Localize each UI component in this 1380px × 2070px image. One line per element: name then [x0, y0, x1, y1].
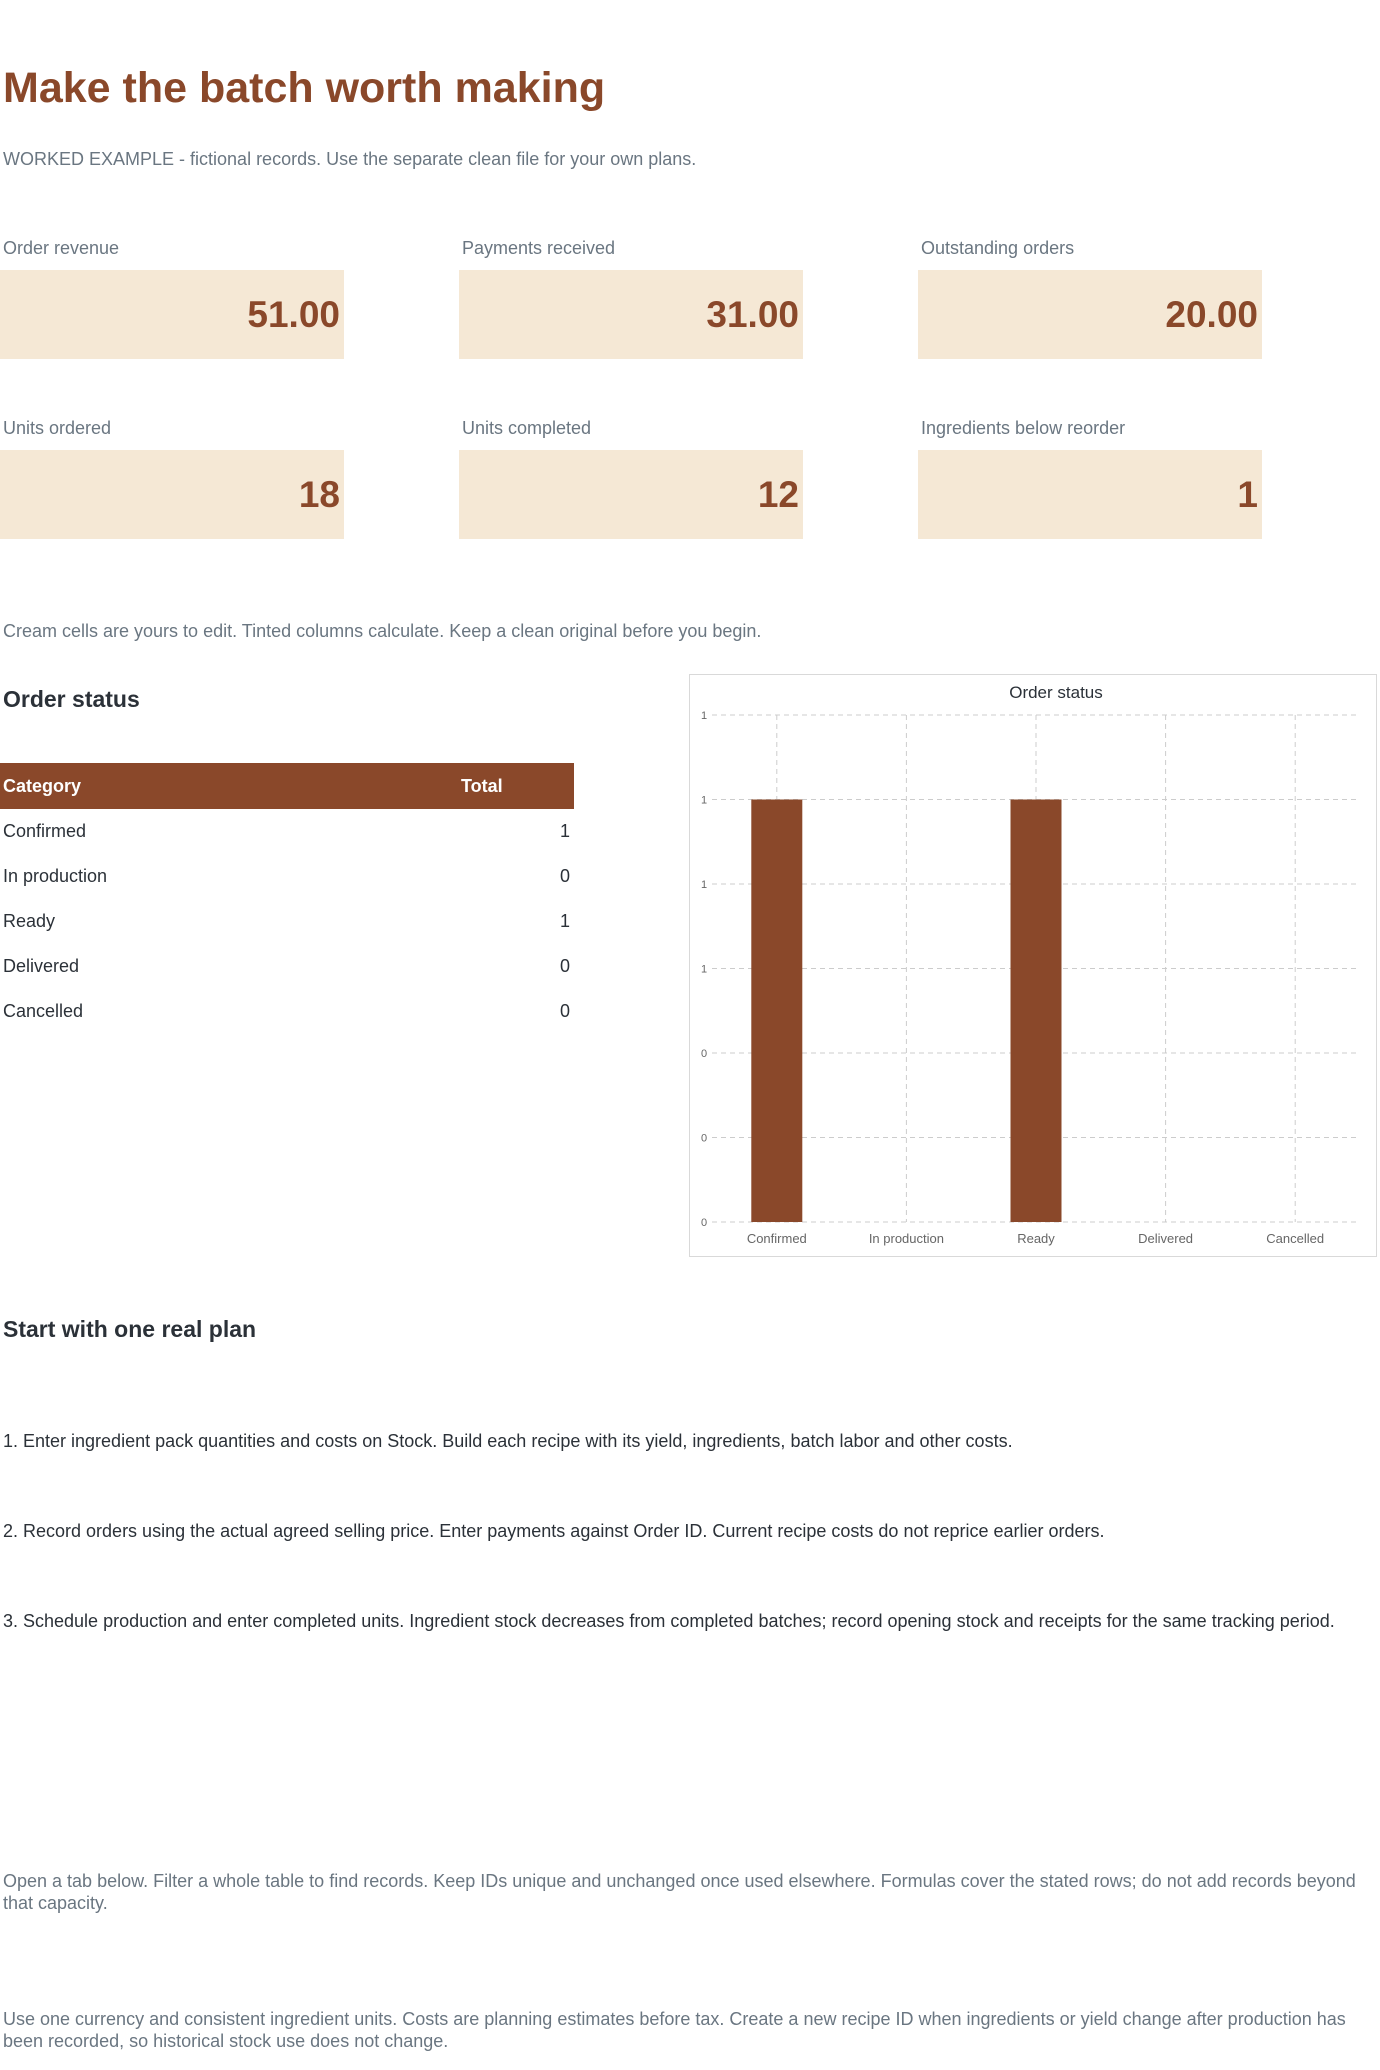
- table-row[interactable]: [0, 809, 574, 854]
- page-subtitle: WORKED EXAMPLE - fictional records. Use the separate clean file for your own plans.: [3, 149, 697, 169]
- column-header-category[interactable]: Category: [3, 775, 82, 796]
- row-total: 1: [559, 911, 570, 931]
- plan-step-3: 3. Schedule production and enter completed units. Ingredient stock decreases from completed batches; record opening stock and receipts for the same tracking period.: [3, 1611, 1335, 1631]
- edit-note: Cream cells are yours to edit. Tinted columns calculate. Keep a clean original before you begin.: [3, 621, 762, 641]
- row-category: Delivered: [3, 956, 80, 976]
- kpi-value-order-revenue[interactable]: 51.00: [0, 270, 344, 359]
- kpi-label-outstanding-orders: Outstanding orders: [921, 238, 1075, 258]
- table-row[interactable]: [0, 854, 574, 899]
- chart-ytick-label: 0: [700, 1048, 708, 1060]
- row-category: Cancelled: [3, 1001, 84, 1021]
- chart-xtick-label: Delivered: [1138, 1231, 1194, 1246]
- row-total: 0: [559, 1001, 570, 1021]
- kpi-label-order-revenue: Order revenue: [3, 238, 120, 258]
- row-total: 1: [559, 821, 570, 841]
- table-row[interactable]: [0, 899, 574, 944]
- chart-xtick-label: Ready: [1017, 1231, 1055, 1246]
- kpi-label-units-ordered: Units ordered: [3, 418, 112, 438]
- row-total: 0: [559, 956, 570, 976]
- table-row[interactable]: [0, 989, 574, 1034]
- tabs-note: Open a tab below. Filter a whole table to find records. Keep IDs unique and unchanged once used elsewhere. Formulas cover the stated rows; do not add records beyond that capacity.: [3, 1871, 1356, 1913]
- currency-note: Use one currency and consistent ingredient units. Costs are planning estimates before tax. Create a new recipe ID when ingredients or yield change after production has been recorded, so historical stock use does not change.: [3, 2009, 1346, 2051]
- table-row[interactable]: [0, 944, 574, 989]
- kpi-value-units-completed[interactable]: 12: [459, 450, 803, 539]
- chart-xtick-label: Confirmed: [746, 1231, 807, 1246]
- order-status-heading: Order status: [3, 686, 140, 712]
- chart-ytick-label: 0: [700, 1217, 708, 1229]
- row-category: Ready: [3, 911, 56, 931]
- chart-ytick-label: 1: [700, 710, 708, 722]
- chart-ytick-label: 1: [700, 879, 708, 891]
- kpi-value-units-ordered[interactable]: 18: [0, 450, 344, 539]
- kpi-value-payments-received[interactable]: 31.00: [459, 270, 803, 359]
- chart-bar-ready: [1011, 800, 1062, 1223]
- plan-step-1: 1. Enter ingredient pack quantities and costs on Stock. Build each recipe with its yield, ingredients, batch labor and other costs.: [3, 1431, 1013, 1451]
- order-status-table: [0, 763, 574, 1034]
- plan-heading: Start with one real plan: [3, 1316, 257, 1342]
- chart-ytick-label: 1: [700, 963, 708, 976]
- chart-ytick-label: 0: [700, 1132, 708, 1145]
- table-header-row: [0, 763, 574, 809]
- chart-title: Order status: [1009, 683, 1103, 702]
- kpi-label-units-completed: Units completed: [462, 418, 592, 438]
- order-status-chart[interactable]: [689, 674, 1377, 1257]
- row-category: In production: [3, 866, 108, 886]
- row-total: 0: [559, 866, 570, 886]
- chart-bar-confirmed: [751, 800, 802, 1223]
- row-category: Confirmed: [3, 821, 87, 841]
- chart-xtick-label: Cancelled: [1266, 1231, 1325, 1246]
- kpi-label-payments-received: Payments received: [462, 238, 616, 258]
- order-status-chart-svg: [690, 675, 1378, 1258]
- chart-xtick-label: In production: [868, 1231, 944, 1246]
- kpi-value-ingredients-below-reorder[interactable]: 1: [918, 450, 1262, 539]
- plan-step-2: 2. Record orders using the actual agreed selling price. Enter payments against Order ID. Current recipe costs do not reprice earlier orders.: [3, 1521, 1105, 1541]
- column-header-total[interactable]: Total: [461, 775, 503, 796]
- kpi-value-outstanding-orders[interactable]: 20.00: [918, 270, 1262, 359]
- page-title: Make the batch worth making: [3, 64, 606, 112]
- kpi-label-ingredients-below-reorder: Ingredients below reorder: [921, 418, 1126, 438]
- chart-ytick-label: 1: [700, 794, 708, 807]
